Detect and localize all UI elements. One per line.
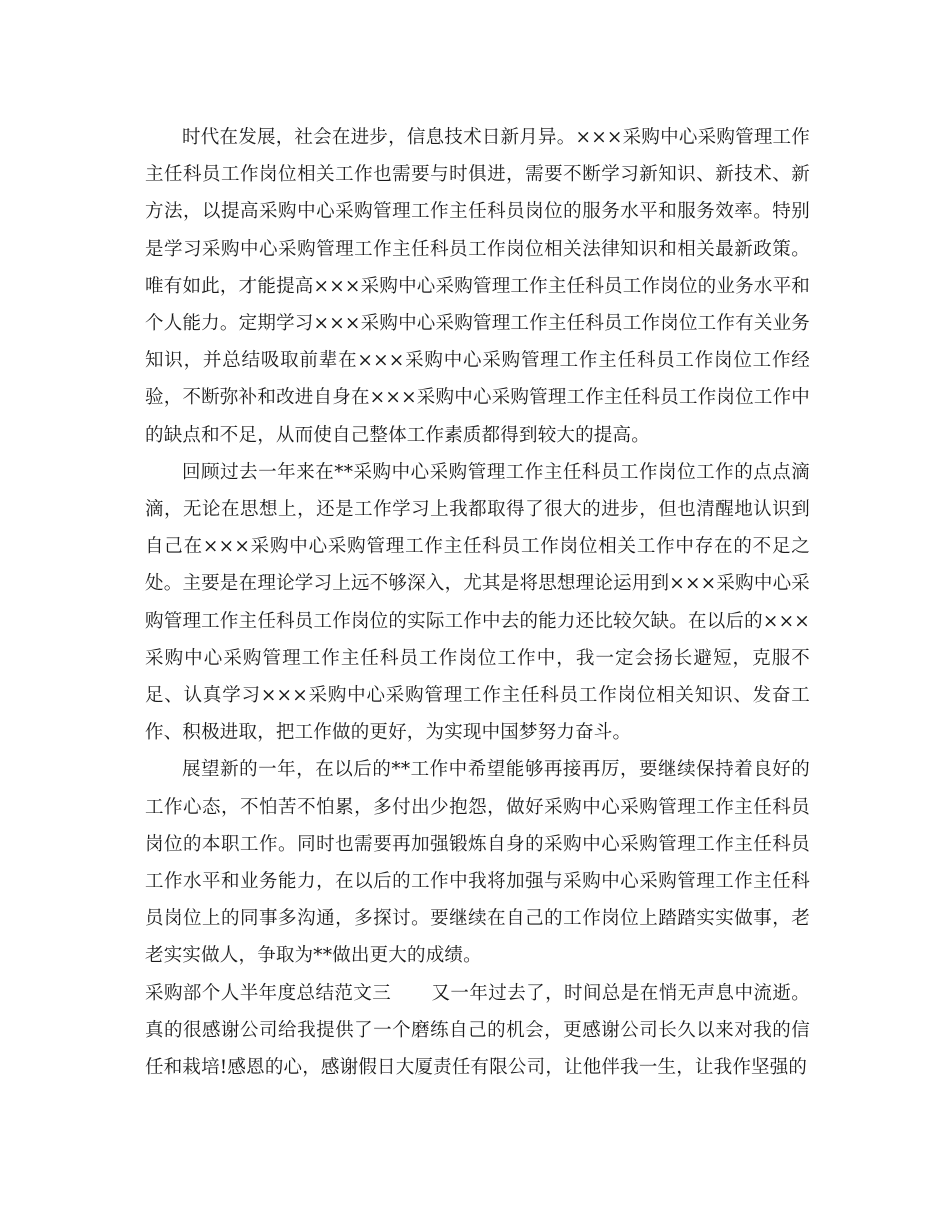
paragraph-1: 时代在发展，社会在进步，信息技术日新月异。×××采购中心采购管理工作主任科员工作岗位相关工作也需要与时俱进，需要不断学习新知识、新技术、新方法，以提高采购中心采购管理工作主任科员岗位的服务水平和服务效率。特别是学习采购中心采购管理工作主任科员工作岗位相关法律知识和相关最新政策。唯有如此，才能提高×××采购中心采购管理工作主任科员工作岗位的业务水平和个人能力。定期学习×××采购中心采购管理工作主任科员工作岗位工作有关业务知识，并总结吸取前辈在×××采购中心采购管理工作主任科员工作岗位工作经验，不断弥补和改进自身在×××采购中心采购管理工作主任科员工作岗位工作中的缺点和不足，从而使自己整体工作素质都得到较大的提高。 xyxy=(145,127,810,446)
section-heading: 采购部个人半年度总结范文三 xyxy=(145,982,392,1004)
paragraph-3: 展望新的一年，在以后的**工作中希望能够再接再厉，要继续保持着良好的工作心态，不怕苦不怕累，多付出少抱怨，做好采购中心采购管理工作主任科员岗位的本职工作。同时也需要再加强锻炼自身的采购中心采购管理工作主任科员工作水平和业务能力，在以后的工作中我将加强与采购中心采购管理工作主任科员岗位上的同事多沟通，多探讨。要继续在自己的工作岗位上踏踏实实做事，老老实实做人，争取为**做出更大的成绩。 xyxy=(145,759,810,967)
paragraph-4 xyxy=(145,975,810,1087)
final-paragraph: 又一年过去了，时间总是在悄无声息中流逝。真的很感谢公司给我提供了一个磨练自己的机会，更感谢公司长久以来对我的信任和栽培!感恩的心，感谢假日大厦责任有限公司，让他伴我一生，让我作坚强的 xyxy=(145,982,810,1079)
paragraph-2: 回顾过去一年来在**采购中心采购管理工作主任科员工作岗位工作的点点滴滴，无论在思想上，还是工作学习上我都取得了很大的进步，但也清醒地认识到自己在×××采购中心采购管理工作主任科员工作岗位相关工作中存在的不足之处。主要是在理论学习上远不够深入，尤其是将思想理论运用到×××采购中心采购管理工作主任科员工作岗位的实际工作中去的能力还比较欠缺。在以后的×××采购中心采购管理工作主任科员工作岗位工作中，我一定会扬长避短，克服不足、认真学习×××采购中心采购管理工作主任科员工作岗位相关知识、发奋工作、积极进取，把工作做的更好，为实现中国梦努力奋斗。 xyxy=(145,461,810,744)
document-body xyxy=(145,119,810,1086)
